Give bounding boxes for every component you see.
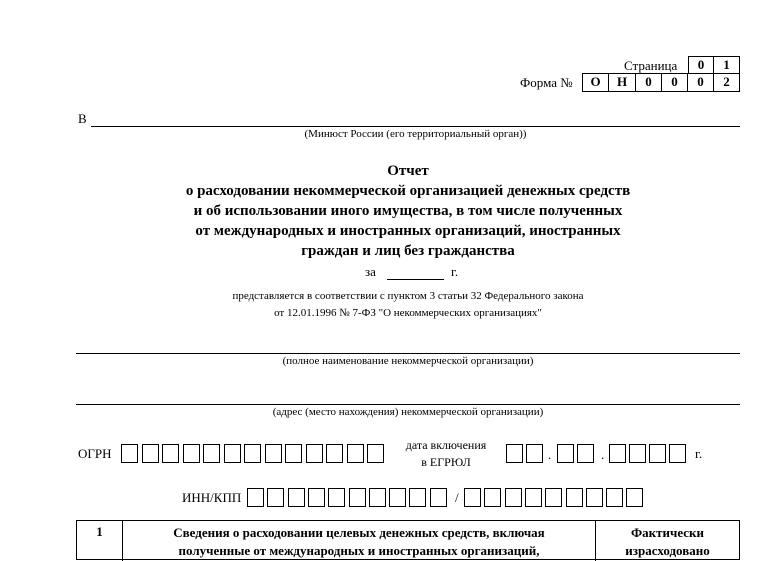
org-address-caption: (адрес (место нахождения) некоммерческой организации) — [272, 406, 544, 418]
inn-box[interactable] — [247, 488, 264, 507]
ogrn-box[interactable] — [183, 444, 200, 463]
egrul-year-box[interactable] — [609, 444, 626, 463]
recipient-field-line[interactable] — [91, 126, 740, 127]
recipient-caption: (Минюст России (его территориальный орган)) — [304, 128, 527, 140]
kpp-box[interactable] — [484, 488, 501, 507]
table-col-3 — [596, 521, 739, 561]
egrul-day-box[interactable] — [526, 444, 543, 463]
inn-kpp-label: ИНН/КПП — [182, 490, 242, 505]
report-title-line-2: о расходовании некоммерческой организацией денежных средств — [185, 183, 631, 199]
table-col-2-line-1: Сведения о расходовании целевых денежных средств, включая — [173, 525, 545, 540]
kpp-box[interactable] — [505, 488, 522, 507]
org-name-caption: (полное наименование некоммерческой организации) — [282, 355, 534, 367]
basis-line-2: от 12.01.1996 № 7-ФЗ "О некоммерческих организациях" — [274, 307, 542, 319]
form-char-6: 2 — [713, 73, 740, 92]
egrul-month-box[interactable] — [577, 444, 594, 463]
page-label: Страница — [624, 58, 678, 73]
egrul-month-box[interactable] — [557, 444, 574, 463]
date-dot-1: . — [548, 447, 552, 462]
ogrn-box[interactable] — [244, 444, 261, 463]
ogrn-box[interactable] — [326, 444, 343, 463]
report-title-line-5: граждан и лиц без гражданства — [301, 243, 515, 259]
ogrn-box[interactable] — [142, 444, 159, 463]
form-char-2: Н — [608, 73, 636, 92]
ogrn-box[interactable] — [347, 444, 364, 463]
inn-box[interactable] — [349, 488, 366, 507]
egrul-day-box[interactable] — [506, 444, 523, 463]
kpp-box[interactable] — [464, 488, 481, 507]
report-title: Отчет — [387, 163, 429, 179]
table-col-2-line-2: полученные от международных и иностранных организаций, — [178, 543, 540, 558]
period-suffix: г. — [451, 264, 459, 279]
inn-box[interactable] — [430, 488, 447, 507]
page-digit-2: 1 — [713, 56, 740, 74]
table-col-2 — [123, 521, 596, 561]
ogrn-box[interactable] — [285, 444, 302, 463]
kpp-box[interactable] — [606, 488, 623, 507]
inn-box[interactable] — [369, 488, 386, 507]
egrul-year-box[interactable] — [649, 444, 666, 463]
egrul-label-1: дата включения — [405, 438, 487, 452]
table-col-3-line-2: израсходовано — [625, 543, 710, 558]
inn-box[interactable] — [389, 488, 406, 507]
table-col-1-label: 1 — [96, 524, 103, 539]
egrul-year-box[interactable] — [629, 444, 646, 463]
egrul-year-box[interactable] — [669, 444, 686, 463]
kpp-box[interactable] — [545, 488, 562, 507]
ogrn-box[interactable] — [306, 444, 323, 463]
recipient-prefix: В — [78, 111, 87, 126]
ogrn-box[interactable] — [121, 444, 138, 463]
ogrn-label: ОГРН — [78, 446, 112, 461]
form-char-4: 0 — [661, 73, 688, 92]
report-title-line-4: от международных и иностранных организаций, иностранных — [195, 223, 621, 239]
date-dot-2: . — [601, 447, 605, 462]
kpp-box[interactable] — [566, 488, 583, 507]
table-col-1 — [77, 521, 123, 561]
kpp-box[interactable] — [525, 488, 542, 507]
inn-box[interactable] — [267, 488, 284, 507]
kpp-box[interactable] — [586, 488, 603, 507]
inn-kpp-separator: / — [455, 490, 459, 505]
form-char-1: О — [582, 73, 609, 92]
org-address-field-line[interactable] — [76, 404, 740, 405]
inn-box[interactable] — [328, 488, 345, 507]
inn-box[interactable] — [409, 488, 426, 507]
date-year-suffix: г. — [695, 446, 703, 461]
form-label: Форма № — [520, 75, 573, 90]
period-field-line[interactable] — [387, 279, 444, 280]
page-digit-1: 0 — [688, 56, 714, 74]
report-table — [76, 520, 740, 560]
basis-line-1: представляется в соответствии с пунктом 3 статьи 32 Федерального закона — [232, 290, 584, 302]
ogrn-box[interactable] — [265, 444, 282, 463]
form-char-3: 0 — [635, 73, 662, 92]
egrul-label-2: в ЕГРЮЛ — [421, 455, 471, 469]
inn-box[interactable] — [288, 488, 305, 507]
inn-box[interactable] — [308, 488, 325, 507]
period-prefix: за — [365, 264, 376, 279]
report-title-line-3: и об использовании иного имущества, в том числе полученных — [193, 203, 623, 219]
ogrn-box[interactable] — [224, 444, 241, 463]
ogrn-box[interactable] — [203, 444, 220, 463]
org-name-field-line[interactable] — [76, 353, 740, 354]
table-col-3-line-1: Фактически — [630, 525, 705, 540]
form-char-5: 0 — [687, 73, 714, 92]
ogrn-box[interactable] — [162, 444, 179, 463]
kpp-box[interactable] — [626, 488, 643, 507]
ogrn-box[interactable] — [367, 444, 384, 463]
